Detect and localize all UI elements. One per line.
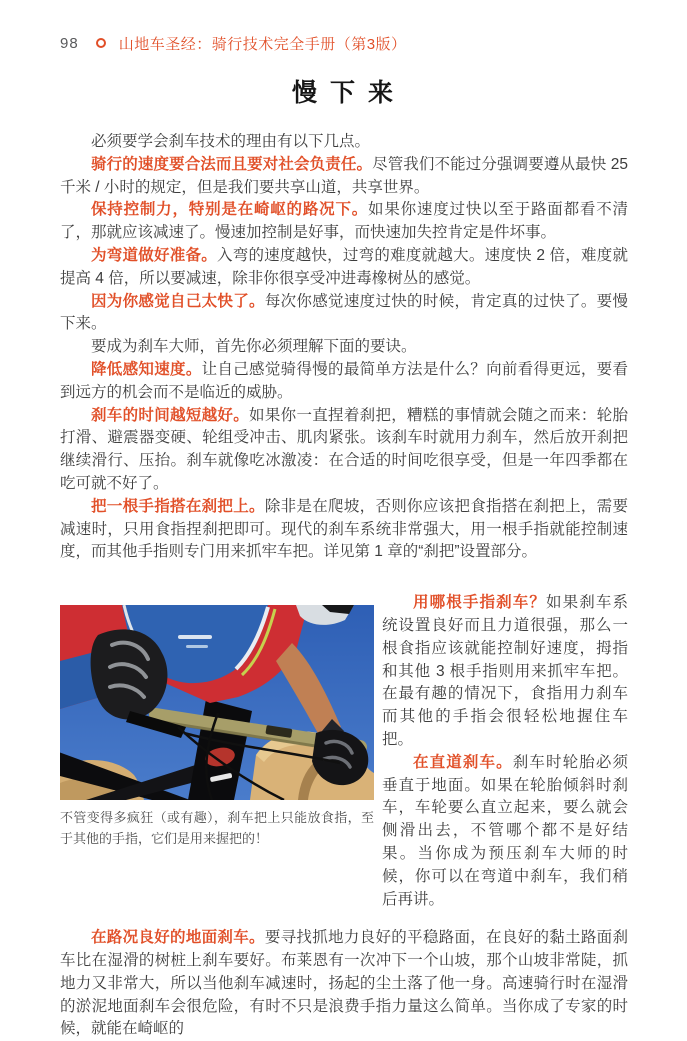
rider-photo	[60, 605, 374, 800]
paragraph	[60, 154, 628, 200]
paragraph	[60, 199, 628, 245]
paragraph-lead: 在路况良好的地面刹车。	[91, 929, 265, 947]
paragraph	[60, 359, 628, 405]
paragraph-lead: 用哪根手指刹车？	[413, 594, 546, 612]
photo-caption: 不管变得多疯狂（或有趣），刹车把上只能放食指，至于其他的手指，它们是用来握把的！	[60, 810, 374, 847]
paragraph-body: 尽管我们不能过分强调要遵从最快 25 千米 / 小时的规定，但是我们要共享山道，共享世界。	[60, 155, 628, 196]
chapter-title: 慢 下 来	[292, 79, 396, 107]
paragraph	[60, 131, 628, 154]
paragraph-body: 入弯的速度越快，过弯的难度就越大。速度快 2 倍，难度就提高 4 倍，所以要减速，除非你很享受冲进毒橡树丛的感觉。	[60, 246, 628, 287]
paragraph-lead: 为弯道做好准备。	[91, 246, 217, 264]
paragraph-lead: 骑行的速度要合法而且要对社会负责任。	[91, 155, 373, 173]
top-text-block	[60, 131, 628, 564]
figure	[60, 605, 374, 911]
page-number: 98	[60, 34, 79, 52]
paragraph-body: 每次你感觉速度过快的时候，肯定真的过快了。要慢下来。	[60, 292, 628, 333]
photo-and-column-row	[60, 592, 628, 911]
paragraph	[60, 405, 628, 496]
paragraph	[60, 496, 628, 564]
paragraph-body: 要成为刹车大师，首先你必须理解下面的要诀。	[91, 338, 417, 356]
paragraph-body: 如果刹车系统设置良好而且力道很强，那么一根食指应该就能控制好速度，拇指和其他 3 根手指则用来抓牢车把。在最有趣的情况下，食指用力刹车而其他的手指会很轻松地握住车把。	[382, 594, 628, 748]
paragraph	[60, 291, 628, 337]
paragraph	[60, 927, 628, 1041]
bottom-text-block	[60, 927, 628, 1041]
paragraph-lead: 把一根手指搭在刹把上。	[91, 497, 265, 515]
paragraph-lead: 保持控制力，特别是在崎岖的路况下。	[91, 201, 369, 219]
paragraph	[60, 336, 628, 359]
paragraph-body: 刹车时轮胎必须垂直于地面。如果在轮胎倾斜时刹车，车轮要么直立起来，要么就会侧滑出去，不管哪个都不是好结果。当你成为预压刹车大师的时候，你可以在弯道中刹车，我们稍后再讲。	[382, 753, 628, 908]
book-title: 山地车圣经：骑行技术完全手册（第3版）	[118, 35, 407, 53]
paragraph	[382, 592, 628, 752]
paragraph	[60, 245, 628, 291]
right-column	[382, 592, 628, 911]
bullet-circle-icon	[96, 38, 106, 48]
paragraph-body: 要寻找抓地力良好的平稳路面，在良好的黏土路面刹车比在湿滑的树桩上刹车要好。布莱恩有一次冲下一个山坡，那个山坡非常陡，抓地力又非常大，所以当他刹车减速时，扬起的尘土落了他一身。高速骑行时在湿滑的淤泥地面刹车会很危险，有时不只是浪费手指力量这么简单。当你成了专家的时候，就能在崎岖的	[60, 929, 628, 1038]
paragraph-body: 让自己感觉骑得慢的最简单方法是什么？向前看得更远，要看到远方的机会而不是临近的威胁。	[60, 360, 628, 401]
paragraph-body: 如果你一直捏着刹把，糟糕的事情就会随之而来：轮胎打滑、避震器变硬、轮组受冲击、肌肉紧张。该刹车时就用力刹车，然后放开刹把继续滑行、压抬。刹车就像吃冰激凌：在合适的时间吃很享受，但是一年四季都在吃可就不好了。	[60, 406, 628, 492]
paragraph-lead: 刹车的时间越短越好。	[91, 406, 250, 424]
paragraph-body: 除非是在爬坡，否则你应该把食指搭在刹把上，需要减速时，只用食指捏刹把即可。现代的刹车系统非常强大，用一根手指就能控制速度，而其他手指则专门用来抓牢车把。详见第 1 章的“刹把”设置部分。	[60, 497, 628, 561]
paragraph-lead: 降低感知速度。	[91, 360, 202, 378]
paragraph	[382, 752, 628, 912]
paragraph-lead: 在直道刹车。	[413, 753, 513, 771]
paragraph-body: 必须要学会刹车技术的理由有以下几点。	[91, 133, 371, 150]
running-header	[60, 33, 628, 53]
paragraph-lead: 因为你感觉自己太快了。	[91, 292, 265, 310]
paragraph-body: 如果你速度过快以至于路面都看不清了，那就应该减速了。慢速加控制是好事，而快速加失控肯定是件坏事。	[60, 201, 628, 242]
